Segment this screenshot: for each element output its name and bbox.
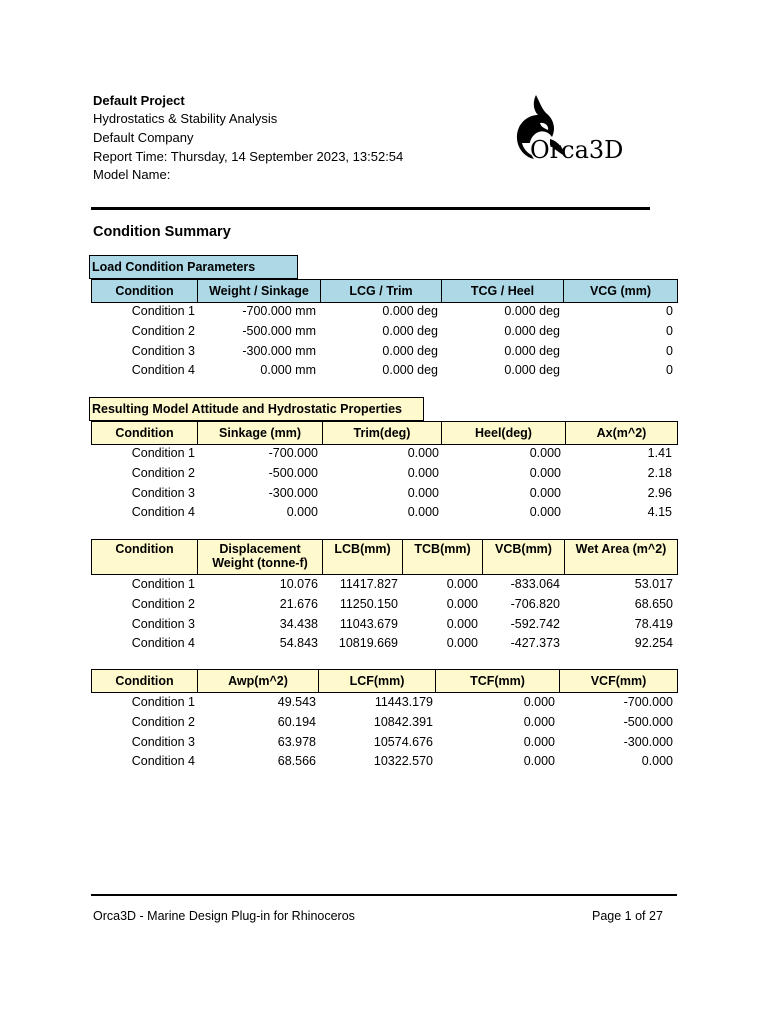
table3-header-cell: LCB(mm) [323, 540, 403, 574]
table3-header-cell: Condition [92, 540, 198, 574]
table3-cell: 34.438 [279, 616, 318, 631]
table4-cell: 49.543 [277, 695, 316, 709]
table3-row [91, 617, 677, 632]
table3-header-cell: VCB(mm) [483, 540, 565, 574]
company-name: Default Company [93, 130, 194, 145]
table3-cell: 10.076 [279, 577, 318, 591]
table1-cell: Condition 1 [131, 304, 195, 318]
table3-cell: Condition 2 [131, 596, 195, 611]
section-title: Condition Summary [93, 224, 231, 240]
table4-header-cell: Condition [92, 670, 198, 692]
table2-header-cell: Trim(deg) [323, 422, 442, 444]
table3-cell: 10819.669 [338, 636, 398, 651]
table1-header-cell: Condition [92, 280, 198, 302]
table4-header [91, 669, 678, 693]
table1-header-cell: Weight / Sinkage [198, 280, 321, 302]
table3-cell: 11417.827 [339, 577, 398, 591]
table3-cell: 78.419 [634, 616, 673, 631]
table1-cell: 0 [666, 343, 673, 358]
table3-cell: 92.254 [634, 636, 673, 651]
table2-cell: Condition 2 [131, 465, 195, 480]
table3-row [91, 597, 677, 612]
table1-cell: 0 [666, 323, 673, 338]
table1-cell: Condition 4 [131, 363, 195, 378]
table1-cell: 0.000 deg [382, 363, 438, 378]
table1-cell: 0.000 deg [504, 343, 560, 358]
table4-cell: 10574.676 [373, 734, 433, 749]
table1-cell: 0.000 deg [382, 343, 438, 358]
table4-header-cell: Awp(m^2) [198, 670, 319, 692]
table1-cell: Condition 3 [131, 343, 195, 358]
table2-header [91, 421, 678, 445]
table3-cell: Condition 4 [131, 636, 195, 651]
table2-cell: -300.000 [268, 485, 318, 500]
table4-cell: 11443.179 [374, 695, 433, 709]
table4-cell: -500.000 [623, 714, 673, 729]
table4-row [91, 695, 677, 710]
table2-cell: 0.000 [407, 485, 439, 500]
table3-header-cell: Displacement Weight (tonne-f) [198, 540, 323, 574]
table2-cell: Condition 1 [131, 446, 195, 460]
footer-divider [91, 894, 677, 896]
table2-header-cell: Condition [92, 422, 198, 444]
table1-cell: -300.000 mm [242, 343, 316, 358]
table4-cell: -300.000 [623, 734, 673, 749]
table3-header-cell: Wet Area (m^2) [575, 542, 667, 556]
table2-cell: 0.000 [407, 465, 439, 480]
table1-cell: Condition 2 [131, 323, 195, 338]
table4-cell: 10322.570 [373, 754, 433, 769]
table2-cell: Condition 3 [131, 485, 195, 500]
table1-row [91, 304, 677, 319]
table4-cell: -700.000 [623, 695, 673, 709]
table1-cell: -500.000 mm [242, 323, 316, 338]
table1-caption: Load Condition Parameters [89, 255, 298, 279]
table3-cell: Condition 1 [131, 577, 195, 591]
table1-cell: 0.000 deg [504, 304, 560, 318]
table4-cell: 0.000 [523, 695, 555, 709]
table1-cell: 0.000 deg [504, 323, 560, 338]
table3-cell: -833.064 [510, 577, 560, 591]
table2-cell: Condition 4 [131, 505, 195, 520]
table3-cell: 53.017 [634, 577, 673, 591]
table4-cell: 0.000 [523, 714, 555, 729]
table4-header-cell: TCF(mm) [436, 670, 560, 692]
footer-left: Orca3D - Marine Design Plug-in for Rhinoceros [93, 909, 355, 923]
table3-row [91, 577, 677, 592]
table3-cell: 11250.150 [339, 596, 398, 611]
table2-cell: 0.000 [529, 485, 561, 500]
table1-header [91, 279, 678, 303]
table2-cell: 2.96 [647, 485, 672, 500]
report-time: Report Time: Thursday, 14 September 2023, 13:52:54 [93, 149, 404, 164]
table1-header-cell: VCG (mm) [589, 284, 652, 298]
table3-cell: 0.000 [446, 616, 478, 631]
table1-row [91, 324, 677, 339]
table4-cell: 68.566 [277, 754, 316, 769]
table2-row [91, 466, 676, 481]
table2-caption: Resulting Model Attitude and Hydrostatic Properties [89, 397, 424, 421]
table2-cell: -700.000 [268, 446, 318, 460]
table3-cell: 0.000 [446, 577, 478, 591]
logo-text: Orca3D [530, 136, 624, 164]
model-name: Model Name: [93, 167, 171, 182]
table4-header-cell: VCF(mm) [590, 674, 647, 688]
table3-cell: -592.742 [510, 616, 560, 631]
report-subtitle: Hydrostatics & Stability Analysis [93, 111, 278, 126]
table4-row [91, 735, 677, 750]
table3-row [91, 636, 677, 651]
table1-cell: 0 [666, 363, 673, 378]
table4-cell: 0.000 [641, 754, 673, 769]
table2-cell: -500.000 [268, 465, 318, 480]
table2-cell: 1.41 [647, 446, 672, 460]
table4-cell: 63.978 [277, 734, 316, 749]
table3-cell: 11043.679 [339, 616, 398, 631]
table3-cell: -706.820 [510, 596, 560, 611]
table2-cell: 0.000 [407, 505, 439, 520]
header-divider [91, 207, 650, 210]
table3-header [91, 539, 678, 575]
table1-row [91, 344, 677, 359]
table2-header-cell: Ax(m^2) [596, 426, 647, 440]
table2-header-cell: Heel(deg) [442, 422, 566, 444]
table4-cell: Condition 3 [131, 734, 195, 749]
table4-row [91, 715, 677, 730]
table1-cell: 0.000 deg [504, 363, 560, 378]
table3-cell: Condition 3 [131, 616, 195, 631]
table4-cell: 0.000 [523, 754, 555, 769]
table2-cell: 4.15 [647, 505, 672, 520]
table2-header-cell: Sinkage (mm) [198, 422, 323, 444]
table2-row [91, 486, 676, 501]
table2-cell: 0.000 [529, 446, 561, 460]
table1-row [91, 363, 677, 378]
table2-row [91, 505, 676, 520]
table1-header-cell: LCG / Trim [321, 280, 442, 302]
table3-cell: 21.676 [279, 596, 318, 611]
table3-cell: 0.000 [446, 636, 478, 651]
table2-cell: 0.000 [407, 446, 439, 460]
project-name: Default Project [93, 93, 185, 108]
table1-cell: -700.000 mm [242, 304, 316, 318]
table2-cell: 0.000 [529, 465, 561, 480]
table4-cell: 0.000 [523, 734, 555, 749]
table1-cell: 0.000 deg [382, 323, 438, 338]
footer-page-number: Page 1 of 27 [592, 909, 663, 923]
table2-cell: 0.000 [286, 505, 318, 520]
table1-header-cell: TCG / Heel [442, 280, 564, 302]
table4-cell: Condition 4 [131, 754, 195, 769]
table1-cell: 0.000 mm [260, 363, 316, 378]
table4-row [91, 754, 677, 769]
table2-row [91, 446, 676, 461]
table3-cell: 68.650 [634, 596, 673, 611]
table4-cell: Condition 2 [131, 714, 195, 729]
table3-cell: 54.843 [279, 636, 318, 651]
table1-cell: 0 [666, 304, 673, 318]
table2-cell: 0.000 [529, 505, 561, 520]
table4-header-cell: LCF(mm) [319, 670, 436, 692]
table3-cell: 0.000 [446, 596, 478, 611]
table3-header-cell: TCB(mm) [403, 540, 483, 574]
table2-cell: 2.18 [647, 465, 672, 480]
table4-cell: 60.194 [277, 714, 316, 729]
table1-cell: 0.000 deg [382, 304, 438, 318]
table3-cell: -427.373 [510, 636, 560, 651]
table4-cell: 10842.391 [373, 714, 433, 729]
table4-cell: Condition 1 [131, 695, 195, 709]
